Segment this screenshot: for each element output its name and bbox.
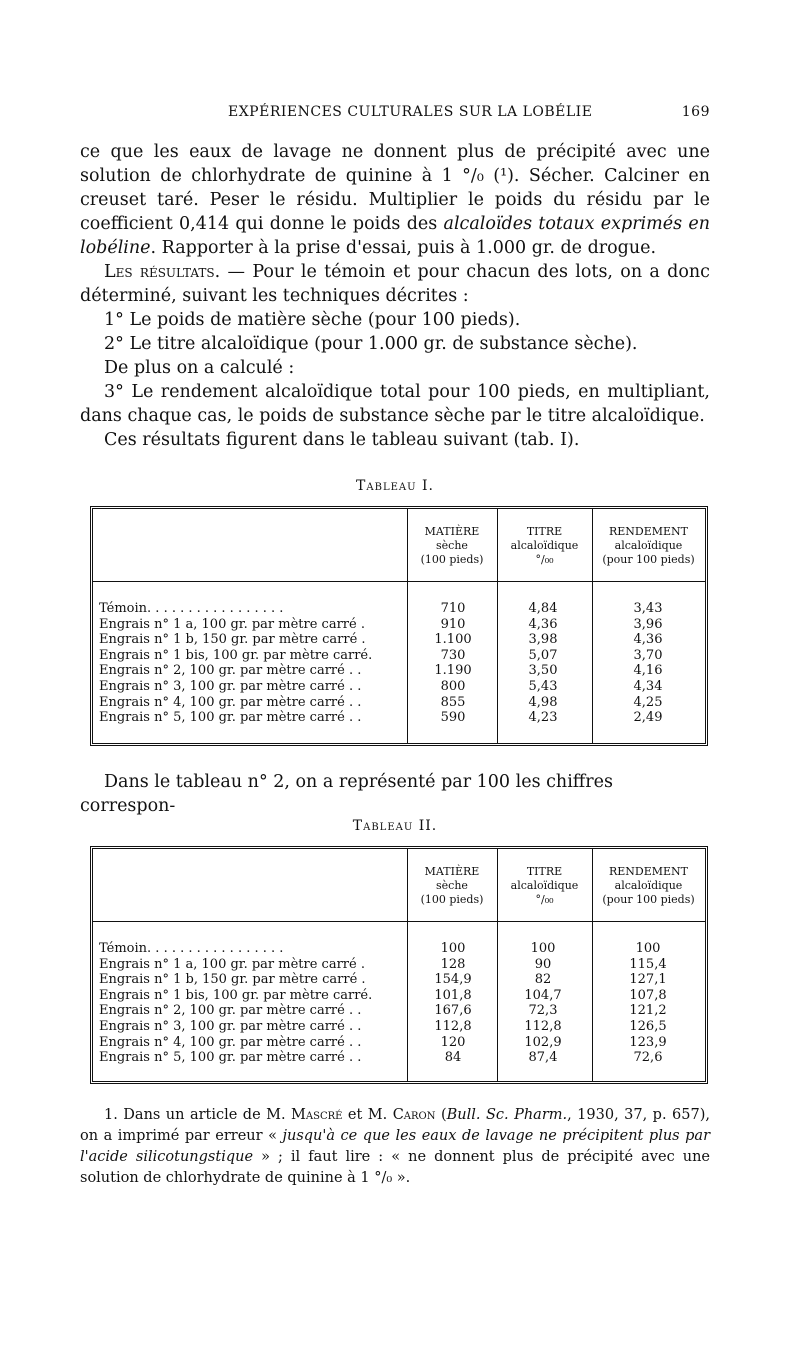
table-1-col-matiere: MATIÈRE sèche (100 pieds) xyxy=(420,525,484,566)
table-row: Engrais n° 1 bis, 100 gr. par mètre carré. 730 5,07 3,70 xyxy=(99,647,663,663)
table-2-col-matiere: MATIÈRE sèche (100 pieds) xyxy=(420,865,484,906)
table-row: Engrais n° 1 bis, 100 gr. par mètre carré. 101,8 104,7 107,8 xyxy=(99,987,667,1003)
table-1-col-titre: TITRE alcaloïdique °/₀₀ xyxy=(510,525,579,566)
list-item-2: 2° Le titre alcaloïdique (pour 1.000 gr. de substance sèche). xyxy=(104,334,638,354)
table-row: Engrais n° 5, 100 gr. par mètre carré . . 590 4,23 2,49 xyxy=(99,710,663,726)
table-2-col-titre: TITRE alcaloïdique °/₀₀ xyxy=(510,865,579,906)
table-2-body xyxy=(93,941,705,1066)
paragraph-3: De plus on a calculé : xyxy=(104,358,295,378)
paragraph-6: Dans le tableau n° 2, on a représenté par 100 les chiffres correspon- xyxy=(80,772,613,816)
table-1-caption: Tableau I. xyxy=(356,478,434,494)
paragraph-2: Les résultats. — Pour le témoin et pour chacun des lots, on a donc déterminé, suivant les techniques décrites : xyxy=(80,262,710,306)
table-row: Engrais n° 1 b, 150 gr. par mètre carré . 154,9 82 127,1 xyxy=(99,972,667,988)
table-row: Engrais n° 2, 100 gr. par mètre carré . . 167,6 72,3 121,2 xyxy=(99,1003,667,1019)
table-2 xyxy=(90,846,708,1084)
table-row: Témoin. . . . . . . . . . . . . . . . . 710 4,84 3,43 xyxy=(99,601,663,616)
table-2-caption: Tableau II. xyxy=(352,818,438,834)
list-item-1: 1° Le poids de matière sèche (pour 100 pieds). xyxy=(104,310,521,330)
table-row: Engrais n° 1 a, 100 gr. par mètre carré . 128 90 115,4 xyxy=(99,956,667,972)
table-row: Engrais n° 1 a, 100 gr. par mètre carré . 910 4,36 3,96 xyxy=(99,616,663,632)
table-row: Engrais n° 2, 100 gr. par mètre carré . . 1.190 3,50 4,16 xyxy=(99,663,663,679)
table-row: Engrais n° 5, 100 gr. par mètre carré . . 84 87,4 72,6 xyxy=(99,1050,663,1066)
page-number: 169 xyxy=(681,104,710,120)
paragraph-4: 3° Le rendement alcaloïdique total pour 100 pieds, en multipliant, dans chaque cas, le poids de substance sèche par le titre alcaloïdique. xyxy=(80,382,710,426)
table-row: Engrais n° 1 b, 150 gr. par mètre carré . 1.100 3,98 4,36 xyxy=(99,632,663,648)
paragraph-1: ce que les eaux de lavage ne donnent plus de précipité avec une solution de chlorhydrate de quinine à 1 °/₀ (¹). Sécher. Calciner en creuset taré. Peser le résidu. Multiplier le poids du résidu par le coefficient 0,414 qui donne le poids des alcaloïdes totaux exprimés en lobéline. Rapporter à la prise d'essai, puis à 1.000 gr. de drogue. xyxy=(80,142,710,258)
running-title: EXPÉRIENCES CULTURALES SUR LA LOBÉLIE xyxy=(228,104,593,120)
table-row: Engrais n° 3, 100 gr. par mètre carré . . 800 5,43 4,34 xyxy=(99,678,663,694)
footnote-1: 1. Dans un article de M. Mascré et M. Caron (Bull. Sc. Pharm., 1930, 37, p. 657), on a imprimé par erreur « jusqu'à ce que les eaux de lavage ne précipitent plus par l'acide silicotungstique » ; il faut lire : « ne donnent plus de précipité avec une solution de chlorhydrate de quinine à 1 °/₀ ». xyxy=(80,1107,710,1186)
table-1-col-rendement: RENDEMENT alcaloïdique (pour 100 pieds) xyxy=(602,525,695,566)
table-2-col-rendement: RENDEMENT alcaloïdique (pour 100 pieds) xyxy=(602,865,695,906)
table-1 xyxy=(90,506,708,746)
footnote xyxy=(80,1105,710,1189)
paragraph-5: Ces résultats figurent dans le tableau suivant (tab. I). xyxy=(104,430,580,450)
table-row: Témoin. . . . . . . . . . . . . . . . . 100 100 100 xyxy=(99,941,661,956)
table-row: Engrais n° 4, 100 gr. par mètre carré . . 120 102,9 123,9 xyxy=(99,1034,667,1050)
body-text xyxy=(80,140,710,452)
table-row: Engrais n° 4, 100 gr. par mètre carré . . 855 4,98 4,25 xyxy=(99,694,663,710)
table-1-body xyxy=(93,601,705,726)
table-row: Engrais n° 3, 100 gr. par mètre carré . . 112,8 112,8 126,5 xyxy=(99,1018,667,1034)
